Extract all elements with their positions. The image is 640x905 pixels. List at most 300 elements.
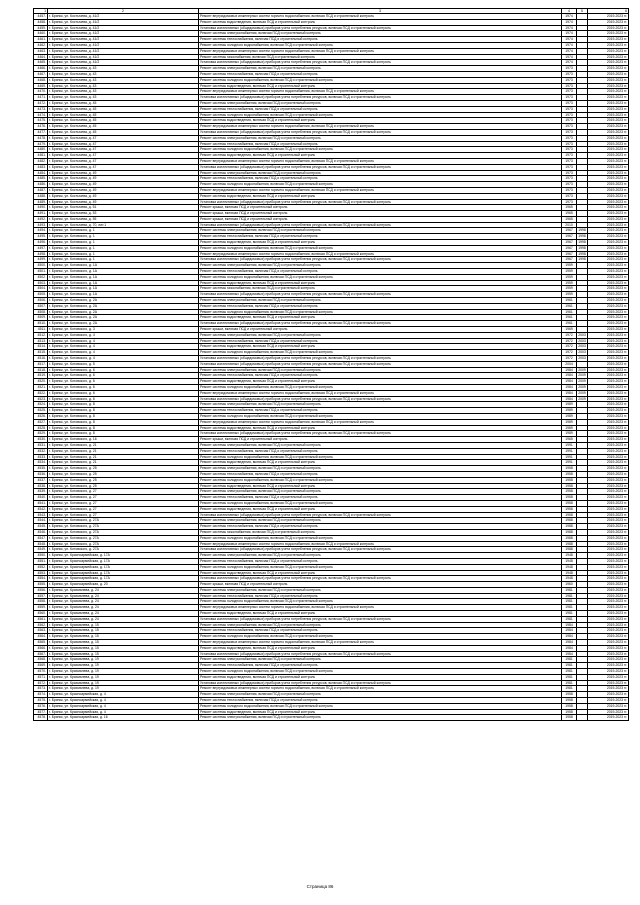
period-cell: 2019-2023 гг. — [588, 390, 629, 396]
row-number-cell: 4534. — [34, 460, 48, 466]
period-cell: 2019-2023 гг. — [588, 327, 629, 333]
address-cell: г. Брянск, ул. Котовского, д. 2А — [48, 298, 199, 304]
row-number-cell: 4524. — [34, 402, 48, 408]
row-number-cell: 4470. — [34, 89, 48, 95]
row-number-cell: 4531. — [34, 442, 48, 448]
work-type-cell: Установка коллективных (общедомовых) приборов учета потребления ресурсов, включая ПСД и строительный контроль — [199, 356, 562, 362]
address-cell: г. Брянск, ул. Котовского, д. 21 — [48, 442, 199, 448]
table-row — [34, 715, 629, 721]
work-type-cell: Ремонт системы холодного водоснабжения, включая ПСД и строительный контроль — [199, 274, 562, 280]
period-cell: 2019-2023 гг. — [588, 605, 629, 611]
build-year-cell: 1973 — [562, 95, 577, 101]
period-cell: 2019-2023 гг. — [588, 703, 629, 709]
period-cell: 2019-2023 гг. — [588, 338, 629, 344]
build-year-cell: 1973 — [562, 176, 577, 182]
address-cell: г. Брянск, ул. Котовского, д. 1 — [48, 257, 199, 263]
repair-year-cell: 1998 — [578, 240, 586, 245]
row-number-cell: 4498. — [34, 251, 48, 257]
build-year-cell: 1958 — [562, 709, 577, 715]
build-year-cell: 1989 — [562, 419, 577, 425]
address-cell: г. Брянск, ул. Костычева, д. 53 — [48, 211, 199, 217]
address-cell: г. Брянск, ул. Котовского, д. 27А — [48, 547, 199, 553]
build-year-cell: 1981 — [562, 657, 577, 663]
period-cell: 2019-2023 гг. — [588, 564, 629, 570]
build-year-cell: 1984 — [562, 367, 577, 373]
period-cell: 2019-2023 гг. — [588, 141, 629, 147]
address-cell: г. Брянск, ул. Котовского, д. 27А — [48, 535, 199, 541]
period-cell: 2019-2023 гг. — [588, 408, 629, 414]
build-year-cell: 1948 — [562, 553, 577, 559]
row-number-cell: 4527. — [34, 419, 48, 425]
work-type-cell: Установка коллективных (общедомовых) приборов учета потребления ресурсов, включая ПСД и строительный контроль — [199, 680, 562, 686]
period-cell: 2019-2023 гг. — [588, 582, 629, 588]
work-type-cell: Ремонт системы теплоснабжения, включая ПСД и строительный контроль — [199, 448, 562, 454]
period-cell: 2019-2023 гг. — [588, 657, 629, 663]
row-number-cell: 4562. — [34, 622, 48, 628]
row-number-cell: 4553. — [34, 570, 48, 576]
work-type-cell: Ремонт системы электроснабжения, включая ПСД и строительный контроль — [199, 135, 562, 141]
address-cell: г. Брянск, ул. Красноармейская, д. 20 — [48, 582, 199, 588]
build-year-cell: 1984 — [562, 373, 577, 379]
row-number-cell: 4458. — [34, 19, 48, 25]
row-number-cell: 4480. — [34, 147, 48, 153]
period-cell: 2019-2023 гг. — [588, 106, 629, 112]
period-cell: 2019-2023 гг. — [588, 176, 629, 182]
row-number-cell: 4570. — [34, 669, 48, 675]
build-year-cell: 1973 — [562, 77, 577, 83]
row-number-cell: 4559. — [34, 605, 48, 611]
work-type-cell: Ремонт крыши, включая ПСД и строительный контроль — [199, 211, 562, 217]
address-cell: г. Брянск, ул. Крахмалева, д. 19 — [48, 680, 199, 686]
address-cell: г. Брянск, ул. Котовского, д. 1А — [48, 292, 199, 298]
work-type-cell: Ремонт системы холодного водоснабжения, включая ПСД и строительный контроль — [199, 477, 562, 483]
period-cell: 2019-2023 гг. — [588, 315, 629, 321]
period-cell: 2019-2023 гг. — [588, 367, 629, 373]
build-year-cell: 1958 — [562, 703, 577, 709]
build-year-cell: 1981 — [562, 593, 577, 599]
address-cell: г. Брянск, ул. Котовского, д. 8 — [48, 425, 199, 431]
row-number-cell: 4478. — [34, 135, 48, 141]
row-number-cell: 4569. — [34, 663, 48, 669]
address-cell: г. Брянск, ул. Костычева, д. 47 — [48, 164, 199, 170]
build-year-cell: 1972 — [562, 344, 577, 350]
period-cell: 2019-2023 гг. — [588, 321, 629, 327]
period-cell: 2019-2023 гг. — [588, 228, 629, 234]
period-cell: 2019-2023 гг. — [588, 280, 629, 286]
build-year-cell: 1967 — [562, 234, 577, 240]
address-cell: г. Брянск, ул. Котовского, д. 27 — [48, 506, 199, 512]
work-type-cell: Ремонт внутридомовых инженерных систем горячего водоснабжения, включая ПСД и строительный контроль — [199, 686, 562, 692]
period-cell: 2019-2023 гг. — [588, 193, 629, 199]
build-year-cell: 1958 — [562, 715, 577, 721]
period-cell: 2019-2023 гг. — [588, 373, 629, 379]
work-type-cell: Ремонт системы водоотведения, включая ПСД и строительный контроль — [199, 240, 562, 246]
period-cell: 2019-2023 гг. — [588, 506, 629, 512]
address-cell: г. Брянск, ул. Костычева, д. 41/2 — [48, 19, 199, 25]
address-cell: г. Брянск, ул. Котовского, д. 27А — [48, 518, 199, 524]
period-cell: 2019-2023 гг. — [588, 535, 629, 541]
work-type-cell: Ремонт системы теплоснабжения, включая ПСД и строительный контроль — [199, 141, 562, 147]
period-cell: 2019-2023 гг. — [588, 529, 629, 535]
address-cell: г. Брянск, ул. Котовского, д. 8 — [48, 402, 199, 408]
address-cell: г. Брянск, ул. Красноармейская, д. 4 — [48, 698, 199, 704]
col-header-6: 6 — [588, 9, 629, 14]
work-type-cell: Ремонт системы холодного водоснабжения, включая ПСД и строительный контроль — [199, 112, 562, 118]
work-type-cell: Установка коллективных (общедомовых) приборов учета потребления ресурсов, включая ПСД и строительный контроль — [199, 257, 562, 263]
work-type-cell: Ремонт системы холодного водоснабжения, включая ПСД и строительный контроль — [199, 535, 562, 541]
work-type-cell: Ремонт системы теплоснабжения, включая ПСД и строительный контроль — [199, 338, 562, 344]
build-year-cell: 1974 — [562, 54, 577, 60]
work-type-cell: Ремонт внутридомовых инженерных систем горячего водоснабжения, включая ПСД и строительный контроль — [199, 541, 562, 547]
row-number-cell: 4550. — [34, 553, 48, 559]
row-number-cell: 4574. — [34, 692, 48, 698]
row-number-cell: 4500. — [34, 263, 48, 269]
build-year-cell: 1974 — [562, 31, 577, 37]
work-type-cell: Установка коллективных (общедомовых) приборов учета потребления ресурсов, включая ПСД и строительный контроль — [199, 60, 562, 66]
work-type-cell: Ремонт системы холодного водоснабжения, включая ПСД и строительный контроль — [199, 309, 562, 315]
work-type-cell: Ремонт системы холодного водоснабжения, включая ПСД и строительный контроль — [199, 500, 562, 506]
address-cell: г. Брянск, ул. Костычева, д. 43 — [48, 89, 199, 95]
period-cell: 2019-2023 гг. — [588, 344, 629, 350]
repair-year-cell: 2009 — [578, 385, 586, 389]
build-year-cell: 1981 — [562, 611, 577, 617]
work-type-cell: Установка коллективных (общедомовых) приборов учета потребления ресурсов, включая ПСД и строительный контроль — [199, 25, 562, 31]
address-cell: г. Брянск, ул. Крахмалева, д. 24 — [48, 599, 199, 605]
row-number-cell: 4499. — [34, 257, 48, 263]
build-year-cell: 1973 — [562, 164, 577, 170]
row-number-cell: 4459. — [34, 25, 48, 31]
work-type-cell: Ремонт внутридомовых инженерных систем горячего водоснабжения, включая ПСД и строительный контроль — [199, 124, 562, 130]
work-type-cell: Ремонт системы электроснабжения, включая ПСД и строительный контроль — [199, 587, 562, 593]
row-number-cell: 4460. — [34, 31, 48, 37]
build-year-cell: 1967 — [562, 251, 577, 257]
row-number-cell: 4545. — [34, 524, 48, 530]
row-number-cell: 4543. — [34, 512, 48, 518]
work-type-cell: Ремонт системы теплоснабжения, включая ПСД и строительный контроль — [199, 373, 562, 379]
build-year-cell: 1981 — [562, 616, 577, 622]
period-cell: 2019-2023 гг. — [588, 25, 629, 31]
work-type-cell: Ремонт системы водоотведения, включая ПСД и строительный контроль — [199, 193, 562, 199]
row-number-cell: 4528. — [34, 425, 48, 431]
work-type-cell: Ремонт системы холодного водоснабжения, включая ПСД и строительный контроль — [199, 182, 562, 188]
address-cell: г. Брянск, ул. Котовского, д. 3 — [48, 327, 199, 333]
build-year-cell: 1974 — [562, 14, 577, 20]
build-year-cell: 1984 — [562, 385, 577, 391]
period-cell: 2019-2023 гг. — [588, 274, 629, 280]
build-year-cell: 1960 — [562, 582, 577, 588]
row-number-cell: 4541. — [34, 500, 48, 506]
work-type-cell: Ремонт системы холодного водоснабжения, включая ПСД и строительный контроль — [199, 147, 562, 153]
build-year-cell: 1973 — [562, 199, 577, 205]
build-year-cell: 2010 — [562, 222, 577, 228]
work-type-cell: Ремонт системы водоотведения, включая ПСД и строительный контроль — [199, 611, 562, 617]
build-year-cell: 1959 — [562, 292, 577, 298]
row-number-cell: 4471. — [34, 95, 48, 101]
row-number-cell: 4489. — [34, 199, 48, 205]
row-number-cell: 4463. — [34, 48, 48, 54]
work-type-cell: Ремонт системы теплоснабжения, включая ПСД и строительный контроль — [199, 37, 562, 43]
work-type-cell: Ремонт системы водоотведения, включая ПСД и строительный контроль — [199, 460, 562, 466]
address-cell: г. Брянск, ул. Костычева, д. 70, лит.1 — [48, 222, 199, 228]
col-header-3: 3 — [199, 9, 562, 14]
work-type-cell: Ремонт системы холодного водоснабжения, включая ПСД и строительный контроль — [199, 454, 562, 460]
period-cell: 2019-2023 гг. — [588, 471, 629, 477]
build-year-cell: 1984 — [562, 640, 577, 646]
work-type-cell: Ремонт системы холодного водоснабжения, включая ПСД и строительный контроль — [199, 42, 562, 48]
row-number-cell: 4537. — [34, 477, 48, 483]
address-cell: г. Брянск, ул. Котовского, д. 21 — [48, 448, 199, 454]
build-year-cell: 1972 — [562, 332, 577, 338]
row-number-cell: 4481. — [34, 153, 48, 159]
address-cell: г. Брянск, ул. Котовского, д. 1А — [48, 280, 199, 286]
build-year-cell: 1948 — [562, 576, 577, 582]
period-cell: 2019-2023 гг. — [588, 205, 629, 211]
build-year-cell: 1989 — [562, 425, 577, 431]
period-cell: 2019-2023 гг. — [588, 332, 629, 338]
row-number-cell: 4506. — [34, 298, 48, 304]
period-cell: 2019-2023 гг. — [588, 309, 629, 315]
build-year-cell: 1974 — [562, 48, 577, 54]
build-year-cell: 1973 — [562, 112, 577, 118]
address-cell: г. Брянск, ул. Костычева, д. 45 — [48, 106, 199, 112]
address-cell: г. Брянск, ул. Котовского, д. 27 — [48, 495, 199, 501]
address-cell: г. Брянск, ул. Котовского, д. 2А — [48, 321, 199, 327]
row-number-cell: 4483. — [34, 164, 48, 170]
address-cell: г. Брянск, ул. Котовского, д. 1 — [48, 251, 199, 257]
period-cell: 2019-2023 гг. — [588, 19, 629, 25]
address-cell: г. Брянск, ул. Котовского, д. 1А — [48, 286, 199, 292]
address-cell: г. Брянск, ул. Костычева, д. 49 — [48, 187, 199, 193]
period-cell: 2019-2023 гг. — [588, 234, 629, 240]
address-cell: г. Брянск, ул. Костычева, д. 49 — [48, 182, 199, 188]
work-type-cell: Установка коллективных (общедомовых) приборов учета потребления ресурсов, включая ПСД и строительный контроль — [199, 396, 562, 402]
address-cell: г. Брянск, ул. Красноармейская, д. 4 — [48, 709, 199, 715]
period-cell: 2019-2023 гг. — [588, 158, 629, 164]
work-type-cell: Установка коллективных (общедомовых) приборов учета потребления ресурсов, включая ПСД и строительный контроль — [199, 651, 562, 657]
work-type-cell: Ремонт системы теплоснабжения, включая ПСД и строительный контроль — [199, 558, 562, 564]
work-type-cell: Ремонт системы водоотведения, включая ПСД и строительный контроль — [199, 344, 562, 350]
row-number-cell: 4519. — [34, 373, 48, 379]
build-year-cell: 1984 — [562, 634, 577, 640]
row-number-cell: 4556. — [34, 587, 48, 593]
build-year-cell: 2004 — [562, 361, 577, 367]
row-number-cell: 4496. — [34, 240, 48, 246]
address-cell: г. Брянск, ул. Котовского, д. 8 — [48, 408, 199, 414]
work-type-cell: Ремонт системы электроснабжения, включая ПСД и строительный контроль — [199, 657, 562, 663]
work-type-cell: Ремонт крыши, включая ПСД и строительный контроль — [199, 216, 562, 222]
col-header-2: 2 — [48, 9, 199, 14]
period-cell: 2019-2023 гг. — [588, 454, 629, 460]
address-cell: г. Брянск, ул. Костычева, д. 45 — [48, 118, 199, 124]
build-year-cell: 1958 — [562, 506, 577, 512]
address-cell: г. Брянск, ул. Красноармейская, д. 17А — [48, 553, 199, 559]
build-year-cell: 1959 — [562, 274, 577, 280]
build-year-cell: 1959 — [562, 263, 577, 269]
address-cell: г. Брянск, ул. Костычева, д. 41/2 — [48, 48, 199, 54]
build-year-cell: 1961 — [562, 321, 577, 327]
address-cell: г. Брянск, ул. Котовского, д. 8 — [48, 413, 199, 419]
work-type-cell: Ремонт внутридомовых инженерных систем горячего водоснабжения, включая ПСД и строительный контроль — [199, 14, 562, 20]
period-cell: 2019-2023 гг. — [588, 95, 629, 101]
row-number-cell: 4475. — [34, 118, 48, 124]
address-cell: г. Брянск, ул. Красноармейская, д. 4 — [48, 692, 199, 698]
address-cell: г. Брянск, ул. Костычева, д. 49 — [48, 170, 199, 176]
address-cell: г. Брянск, ул. Котовского, д. 27А — [48, 524, 199, 530]
build-year-cell: 1973 — [562, 147, 577, 153]
row-number-cell: 4523. — [34, 396, 48, 402]
address-cell: г. Брянск, ул. Котовского, д. 8 — [48, 419, 199, 425]
work-type-cell: Ремонт системы электроснабжения, включая ПСД и строительный контроль — [199, 66, 562, 72]
build-year-cell: 1973 — [562, 141, 577, 147]
period-cell: 2019-2023 гг. — [588, 518, 629, 524]
period-cell: 2019-2023 гг. — [588, 547, 629, 553]
address-cell: г. Брянск, ул. Котовского, д. 25 — [48, 483, 199, 489]
row-number-cell: 4512. — [34, 332, 48, 338]
work-type-cell: Ремонт системы теплоснабжения, включая ПСД и строительный контроль — [199, 471, 562, 477]
period-cell: 2019-2023 гг. — [588, 350, 629, 356]
work-type-cell: Ремонт системы водоотведения, включая ПСД и строительный контроль — [199, 118, 562, 124]
period-cell: 2019-2023 гг. — [588, 31, 629, 37]
address-cell: г. Брянск, ул. Крахмалева, д. 15 — [48, 628, 199, 634]
period-cell: 2019-2023 гг. — [588, 425, 629, 431]
row-number-cell: 4511. — [34, 327, 48, 333]
address-cell: г. Брянск, ул. Костычева, д. 45 — [48, 112, 199, 118]
work-type-cell: Ремонт системы электроснабжения, включая ПСД и строительный контроль — [199, 31, 562, 37]
address-cell: г. Брянск, ул. Крахмалева, д. 15 — [48, 640, 199, 646]
repair-year-cell: 2003 — [578, 356, 586, 361]
row-number-cell: 4462. — [34, 42, 48, 48]
period-cell: 2019-2023 гг. — [588, 129, 629, 135]
address-cell: г. Брянск, ул. Котовского, д. 16 — [48, 437, 199, 443]
address-cell: г. Брянск, ул. Крахмалева, д. 24 — [48, 611, 199, 617]
build-year-cell: 1973 — [562, 182, 577, 188]
work-type-cell: Ремонт внутридомовых инженерных систем горячего водоснабжения, включая ПСД и строительный контроль — [199, 605, 562, 611]
row-number-cell: 4477. — [34, 129, 48, 135]
row-number-cell: 4466. — [34, 66, 48, 72]
address-cell: г. Брянск, ул. Костычева, д. 41/2 — [48, 42, 199, 48]
period-cell: 2019-2023 гг. — [588, 48, 629, 54]
address-cell: г. Брянск, ул. Костычева, д. 49 — [48, 199, 199, 205]
repair-year-cell: 1998 — [578, 245, 586, 250]
work-type-cell: Ремонт системы электроснабжения, включая ПСД и строительный контроль — [199, 402, 562, 408]
build-year-cell: 1967 — [562, 228, 577, 234]
work-type-cell: Ремонт внутридомовых инженерных систем горячего водоснабжения, включая ПСД и строительный контроль — [199, 419, 562, 425]
build-year-cell: 1974 — [562, 37, 577, 43]
period-cell: 2019-2023 гг. — [588, 118, 629, 124]
row-number-cell: 4497. — [34, 245, 48, 251]
table-body — [34, 14, 629, 721]
period-cell: 2019-2023 гг. — [588, 54, 629, 60]
address-cell: г. Брянск, ул. Крахмалева, д. 24 — [48, 605, 199, 611]
build-year-cell: 1974 — [562, 19, 577, 25]
work-type-cell: Установка коллективных (общедомовых) приборов учета потребления ресурсов, включая ПСД и строительный контроль — [199, 199, 562, 205]
period-cell: 2019-2023 гг. — [588, 379, 629, 385]
build-year-cell: 1973 — [562, 118, 577, 124]
row-number-cell: 4508. — [34, 309, 48, 315]
period-cell: 2019-2023 гг. — [588, 240, 629, 246]
row-number-cell: 4457. — [34, 14, 48, 20]
work-type-cell: Ремонт системы электроснабжения, включая ПСД и строительный контроль — [199, 622, 562, 628]
address-cell: г. Брянск, ул. Котовского, д. 27 — [48, 500, 199, 506]
period-cell: 2019-2023 гг. — [588, 593, 629, 599]
build-year-cell: 1959 — [562, 280, 577, 286]
build-year-cell: 1988 — [562, 547, 577, 553]
row-number-cell: 4566. — [34, 645, 48, 651]
period-cell: 2019-2023 гг. — [588, 60, 629, 66]
row-number-cell: 4573. — [34, 686, 48, 692]
build-year-cell: 1974 — [562, 42, 577, 48]
address-cell: г. Брянск, ул. Красноармейская, д. 17А — [48, 558, 199, 564]
period-cell: 2019-2023 гг. — [588, 680, 629, 686]
row-number-cell: 4505. — [34, 292, 48, 298]
work-type-cell: Ремонт системы водоотведения, включая ПСД и строительный контроль — [199, 19, 562, 25]
work-type-cell: Ремонт системы холодного водоснабжения, включая ПСД и строительный контроль — [199, 564, 562, 570]
work-type-cell: Ремонт системы водоотведения, включая ПСД и строительный контроль — [199, 280, 562, 286]
period-cell: 2019-2023 гг. — [588, 669, 629, 675]
address-cell: г. Брянск, ул. Красноармейская, д. 16 — [48, 715, 199, 721]
build-year-cell: 1973 — [562, 129, 577, 135]
row-number-cell: 4488. — [34, 193, 48, 199]
build-year-cell: 1948 — [562, 564, 577, 570]
period-cell: 2019-2023 гг. — [588, 483, 629, 489]
period-cell: 2019-2023 гг. — [588, 66, 629, 72]
period-cell: 2019-2023 гг. — [588, 616, 629, 622]
build-year-cell: 1989 — [562, 408, 577, 414]
row-number-cell: 4472. — [34, 100, 48, 106]
row-number-cell: 4565. — [34, 640, 48, 646]
build-year-cell: 1972 — [562, 356, 577, 362]
row-number-cell: 4567. — [34, 651, 48, 657]
work-type-cell: Ремонт системы холодного водоснабжения, включая ПСД и строительный контроль — [199, 634, 562, 640]
work-type-cell: Ремонт внутридомовых инженерных систем горячего водоснабжения, включая ПСД и строительный контроль — [199, 158, 562, 164]
work-type-cell: Ремонт системы холодного водоснабжения, включая ПСД и строительный контроль — [199, 669, 562, 675]
period-cell: 2019-2023 гг. — [588, 640, 629, 646]
build-year-cell: 1973 — [562, 193, 577, 199]
period-cell: 2019-2023 гг. — [588, 686, 629, 692]
address-cell: г. Брянск, ул. Крахмалева, д. 19 — [48, 663, 199, 669]
build-year-cell: 1965 — [562, 437, 577, 443]
address-cell: г. Брянск, ул. Котовского, д. 1А — [48, 263, 199, 269]
build-year-cell: 1958 — [562, 477, 577, 483]
col-header-4: 4 — [562, 9, 577, 14]
work-type-cell: Установка коллективных (общедомовых) приборов учета потребления ресурсов, включая ПСД и строительный контроль — [199, 431, 562, 437]
row-number-cell: 4558. — [34, 599, 48, 605]
build-year-cell: 1973 — [562, 170, 577, 176]
period-cell: 2019-2023 гг. — [588, 709, 629, 715]
work-type-cell: Ремонт системы электроснабжения, включая ПСД и строительный контроль — [199, 553, 562, 559]
address-cell: г. Брянск, ул. Красноармейская, д. 17А — [48, 564, 199, 570]
build-year-cell: 1961 — [562, 309, 577, 315]
row-number-cell: 4560. — [34, 611, 48, 617]
address-cell: г. Брянск, ул. Костычева, д. 41/2 — [48, 25, 199, 31]
build-year-cell: 1965 — [562, 216, 577, 222]
period-cell: 2019-2023 гг. — [588, 286, 629, 292]
build-year-cell: 1981 — [562, 663, 577, 669]
build-year-cell: 1967 — [562, 245, 577, 251]
row-number-cell: 4473. — [34, 106, 48, 112]
work-type-cell: Ремонт системы газоснабжения, включая ПСД и строительный контроль — [199, 529, 562, 535]
work-type-cell: Установка коллективных (общедомовых) приборов учета потребления ресурсов, включая ПСД и строительный контроль — [199, 512, 562, 518]
row-number-cell: 4561. — [34, 616, 48, 622]
work-type-cell: Ремонт системы теплоснабжения, включая ПСД и строительный контроль — [199, 106, 562, 112]
address-cell: г. Брянск, ул. Красноармейская, д. 4 — [48, 703, 199, 709]
address-cell: г. Брянск, ул. Котовского, д. 6 — [48, 379, 199, 385]
period-cell: 2019-2023 гг. — [588, 112, 629, 118]
work-type-cell: Ремонт системы электроснабжения, включая ПСД и строительный контроль — [199, 100, 562, 106]
row-number-cell: 4557. — [34, 593, 48, 599]
period-cell: 2019-2023 гг. — [588, 413, 629, 419]
build-year-cell: 1984 — [562, 651, 577, 657]
